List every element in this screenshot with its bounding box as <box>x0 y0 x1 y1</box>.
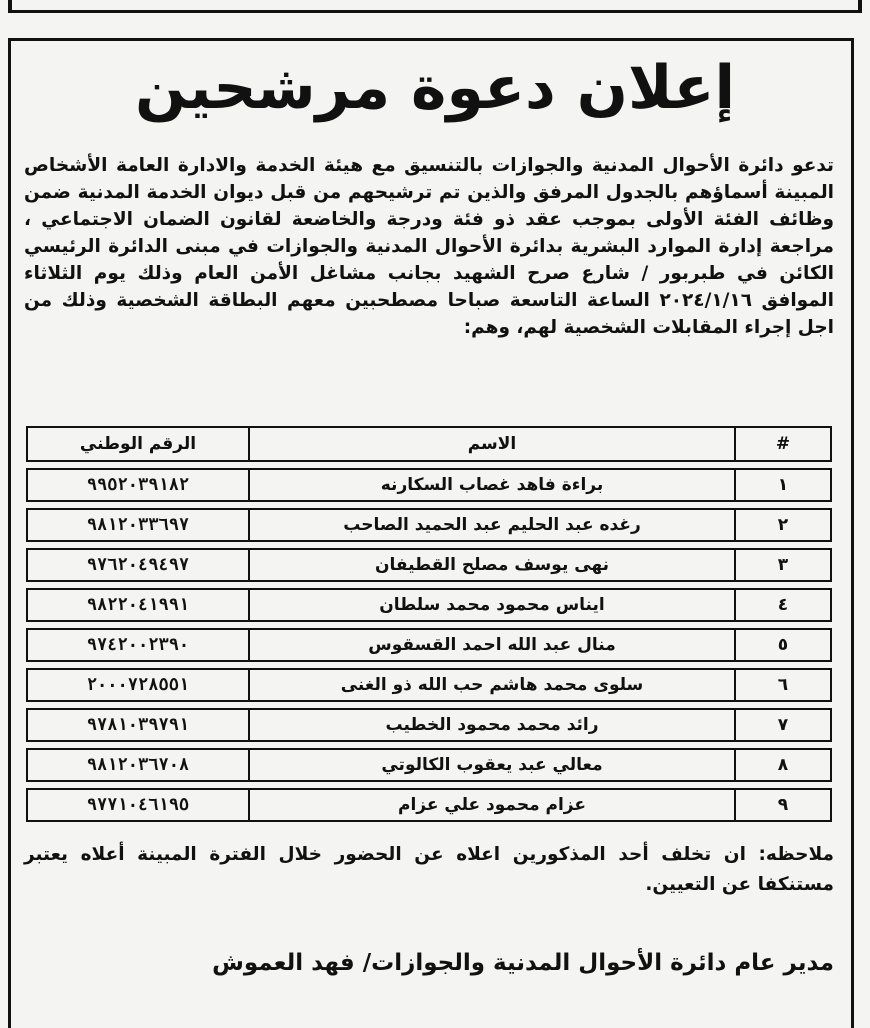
row-national-id: ٩٨٢٢٠٤١٩٩١ <box>26 588 248 622</box>
row-national-id: ٩٧٤٢٠٠٢٣٩٠ <box>26 628 248 662</box>
notice-title: إعلان دعوة مرشحين <box>134 53 736 123</box>
row-name: منال عبد الله احمد القسقوس <box>248 628 734 662</box>
table-row <box>26 508 832 542</box>
row-national-id: ٢٠٠٠٧٢٨٥٥١ <box>26 668 248 702</box>
row-national-id: ٩٧٧١٠٤٦١٩٥ <box>26 788 248 822</box>
notice-note: ملاحظه: ان تخلف أحد المذكورين اعلاه عن الحضور خلال الفترة المبينة أعلاه يعتبر مستنكفا عن التعيين. <box>24 844 834 895</box>
row-num: ٣ <box>734 548 832 582</box>
candidates-table <box>26 420 832 828</box>
row-num: ٩ <box>734 788 832 822</box>
row-name: ايناس محمود محمد سلطان <box>248 588 734 622</box>
row-national-id: ٩٩٥٢٠٣٩١٨٢ <box>26 468 248 502</box>
table-row <box>26 788 832 822</box>
table-row <box>26 588 832 622</box>
row-num: ٦ <box>734 668 832 702</box>
row-national-id: ٩٧٦٢٠٤٩٤٩٧ <box>26 548 248 582</box>
table-row <box>26 748 832 782</box>
row-national-id: ٩٨١٢٠٣٣٦٩٧ <box>26 508 248 542</box>
row-num: ٢ <box>734 508 832 542</box>
row-name: عزام محمود علي عزام <box>248 788 734 822</box>
row-num: ٥ <box>734 628 832 662</box>
header-num: # <box>734 426 832 462</box>
table-row <box>26 468 832 502</box>
row-national-id: ٩٧٨١٠٣٩٧٩١ <box>26 708 248 742</box>
table-row <box>26 668 832 702</box>
row-name: براءة فاهد غصاب السكارنه <box>248 468 734 502</box>
notice-signature: مدير عام دائرة الأحوال المدنية والجوازات/ فهد العموش <box>212 950 834 976</box>
row-national-id: ٩٨١٢٠٣٦٧٠٨ <box>26 748 248 782</box>
header-name: الاسم <box>248 426 734 462</box>
row-name: سلوى محمد هاشم حب الله ذو الغنى <box>248 668 734 702</box>
previous-ad-border <box>0 0 870 16</box>
table-row <box>26 708 832 742</box>
header-national-id: الرقم الوطني <box>26 426 248 462</box>
row-num: ٤ <box>734 588 832 622</box>
row-name: رغده عبد الحليم عبد الحميد الصاحب <box>248 508 734 542</box>
row-num: ٧ <box>734 708 832 742</box>
row-num: ١ <box>734 468 832 502</box>
row-name: نهى يوسف مصلح القطيفان <box>248 548 734 582</box>
row-name: معالي عبد يعقوب الكالوتي <box>248 748 734 782</box>
border-bottom <box>8 10 862 13</box>
notice-body: تدعو دائرة الأحوال المدنية والجوازات بالتنسيق مع هيئة الخدمة والادارة العامة الأشخاص المبينة أسماؤهم بالجدول المرفق والذين تم ترشيحهم من قبل ديوان الخدمة المدنية ضمن وظائف الفئة الأولى بموجب عقد ذو فئة ودرجة والخاضعة لقانون الضمان الاجتماعي ، مراجعة إدارة الموارد البشرية بدائرة الأحوال المدنية والجوازات في مبنى الدائرة الرئيسي الكائن في طبربور / شارع صرح الشهيد بجانب مشاغل الأمن العام وذلك يوم الثلاثاء الموافق ٢٠٢٤/١/١٦ الساعة التاسعة صباحا مصطحبين معهم البطاقة الشخصية وذلك من اجل إجراء المقابلات الشخصية لهم، وهم: <box>24 155 834 338</box>
table-row <box>26 548 832 582</box>
candidates-table-wrapper <box>26 420 832 828</box>
row-name: رائد محمد محمود الخطيب <box>248 708 734 742</box>
table-row <box>26 628 832 662</box>
table-header-row <box>26 426 832 462</box>
row-num: ٨ <box>734 748 832 782</box>
